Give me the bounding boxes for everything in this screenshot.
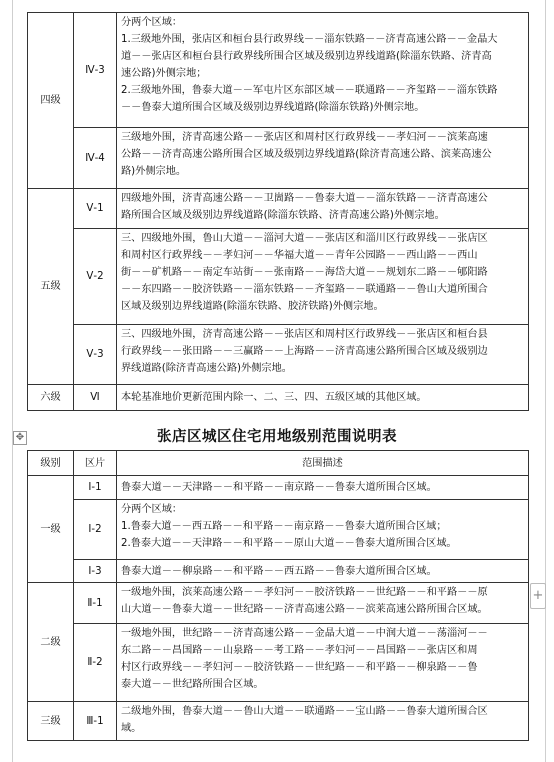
table-row	[28, 385, 529, 411]
description-line: 三级地外围，济青高速公路－－张店区和周村区行政界线－－孝妇河－－滨莱高速	[121, 132, 488, 143]
table-row	[28, 189, 529, 229]
scope-description	[117, 624, 529, 702]
zone-cell: Ⅴ-3	[74, 325, 117, 385]
table-row	[28, 500, 529, 560]
page-margin-left	[12, 0, 13, 762]
table-title: 张店区城区住宅用地级别范围说明表	[157, 429, 397, 445]
scope-description: 本轮基准地价更新范围内除一、二、三、四、五级区域的其他区域。	[117, 385, 529, 411]
table-row	[28, 229, 529, 325]
table-row	[28, 476, 529, 500]
level-cell: 一级	[28, 476, 74, 583]
description-line: 和周村区行政界线－－孝妇河－－华福大道－－青年公园路－－西山路－－西山	[121, 250, 478, 261]
description-line: 街－－矿机路－－南定车站街－－张南路－－海岱大道－－规划东二路－－郇阳路	[121, 267, 488, 278]
zone-cell: Ⅳ-3	[74, 13, 117, 128]
scope-description	[117, 560, 529, 583]
residential-level-table	[27, 450, 529, 741]
description-line: 路所围合区域及级别边界线道路(除淄东铁路、济青高速公路)外侧宗地。	[121, 210, 445, 221]
level-cell: 三级	[28, 702, 74, 741]
header-zone: 区片	[74, 451, 117, 476]
description-line: 速公路)外侧宗地；	[121, 68, 207, 79]
scope-description	[117, 583, 529, 624]
scope-description	[117, 702, 529, 741]
description-line: 2.三级地外围，鲁泰大道－－军屯片区东部区域－－联通路－－齐玺路－－淄东铁路	[121, 85, 498, 96]
scope-description	[117, 500, 529, 560]
description-line: 泰大道－－世纪路所围合区域。	[121, 679, 264, 690]
zone-cell: Ⅱ-2	[74, 624, 117, 702]
description-line: 行政界线－－张田路－－三赢路－－上海路－－济青高速公路所围合区域及级别边	[121, 346, 488, 357]
header-description: 范围描述	[117, 451, 529, 476]
level-cell: 四级	[28, 13, 74, 189]
description-line: 域。	[121, 723, 142, 734]
description-line: 2.鲁泰大道－－天津路－－和平路－－原山大道－－鲁泰大道所围合区域。	[121, 538, 457, 549]
description-line: 1.三级地外围，张店区和桓台县行政界线－－淄东铁路－－济青高速公路－－金晶大	[121, 34, 498, 45]
description-line: －－东四路－－胶济铁路－－淄东铁路－－齐玺路－－联通路－－鲁山大道所围合	[121, 284, 488, 295]
zone-cell: Ⅱ-1	[74, 583, 117, 624]
table-row	[28, 583, 529, 624]
description-line: 公路－－济青高速公路所围合区域及级别边界线道路(除济青高速公路、滨莱高速公	[121, 149, 492, 160]
zone-cell: Ⅲ-1	[74, 702, 117, 741]
zone-cell: Ⅰ-2	[74, 500, 117, 560]
table-row	[28, 702, 529, 741]
description-line: －－鲁泰大道所围合区域及级别边界线道路(除淄东铁路)外侧宗地。	[121, 102, 425, 113]
description-line: 1.鲁泰大道－－西五路－－和平路－－南京路－－鲁泰大道所围合区域；	[121, 521, 447, 532]
scope-description	[117, 476, 529, 500]
upper-level-table	[27, 12, 529, 411]
description-line: 一级地外围，滨莱高速公路－－孝妇河－－胶济铁路－－世纪路－－和平路－－原	[121, 587, 488, 598]
header-level: 级别	[28, 451, 74, 476]
description-line: 鲁泰大道－－柳泉路－－和平路－－西五路－－鲁泰大道所围合区域。	[121, 565, 437, 577]
table-row	[28, 13, 529, 128]
zone-cell: Ⅴ-2	[74, 229, 117, 325]
scope-description	[117, 128, 529, 189]
description-line: 分两个区域：	[121, 504, 183, 515]
zone-cell: Ⅰ-1	[74, 476, 117, 500]
description-line: 鲁泰大道－－天津路－－和平路－－南京路－－鲁泰大道所围合区域。	[121, 482, 437, 493]
table-row	[28, 624, 529, 702]
description-line: 区域及级别边界线道路(除淄东铁路、胶济铁路)外侧宗地。	[121, 301, 384, 312]
zone-cell: Ⅳ-4	[74, 128, 117, 189]
description-line: 三、四级地外围，鲁山大道－－淄河大道－－张店区和淄川区行政界线－－张店区	[121, 233, 488, 244]
description-line: 东二路－－昌国路－－山泉路－－考工路－－孝妇河－－昌国路－－张店区和周	[121, 645, 478, 656]
description-line: 路)外侧宗地。	[121, 166, 187, 177]
zone-cell: Ⅵ	[74, 385, 117, 411]
description-line: 村区行政界线－－孝妇河－－胶济铁路－－世纪路－－和平路－－柳泉路－－鲁	[121, 662, 478, 673]
description-line: 山大道－－鲁泰大道－－世纪路－－济青高速公路－－滨莱高速公路所围合区域。	[121, 604, 488, 615]
add-row-button[interactable]: +	[530, 583, 546, 609]
table-row	[28, 560, 529, 583]
zone-cell: Ⅰ-3	[74, 560, 117, 583]
scope-description	[117, 189, 529, 229]
zone-cell: Ⅴ-1	[74, 189, 117, 229]
scope-description	[117, 229, 529, 325]
move-anchor-icon[interactable]: ✥	[13, 431, 27, 445]
scope-description	[117, 325, 529, 385]
level-cell: 五级	[28, 189, 74, 385]
description-line: 道－－张店区和桓台县行政界线所围合区域及级别边界线道路(除淄东铁路、济青高	[121, 51, 492, 62]
description-line: 二级地外围，鲁泰大道－－鲁山大道－－联通路－－宝山路－－鲁泰大道所围合区	[121, 706, 488, 717]
description-line: 四级地外围，济青高速公路－－卫崮路－－鲁泰大道－－淄东铁路－－济青高速公	[121, 193, 488, 204]
page-margin-right	[545, 0, 546, 762]
scope-description	[117, 13, 529, 128]
table-row	[28, 325, 529, 385]
description-line: 一级地外围，世纪路－－济青高速公路－－金晶大道－－中润大道－－荡淄河－－	[121, 628, 488, 639]
description-line: 分两个区域：	[121, 17, 183, 28]
table-row	[28, 128, 529, 189]
header-row	[28, 451, 529, 476]
level-cell: 六级	[28, 385, 74, 411]
description-line: 界线道路(除济青高速公路)外侧宗地。	[121, 363, 292, 374]
description-line: 三、四级地外围，济青高速公路－－张店区和周村区行政界线－－张店区和桓台县	[121, 329, 488, 340]
level-cell: 二级	[28, 583, 74, 702]
